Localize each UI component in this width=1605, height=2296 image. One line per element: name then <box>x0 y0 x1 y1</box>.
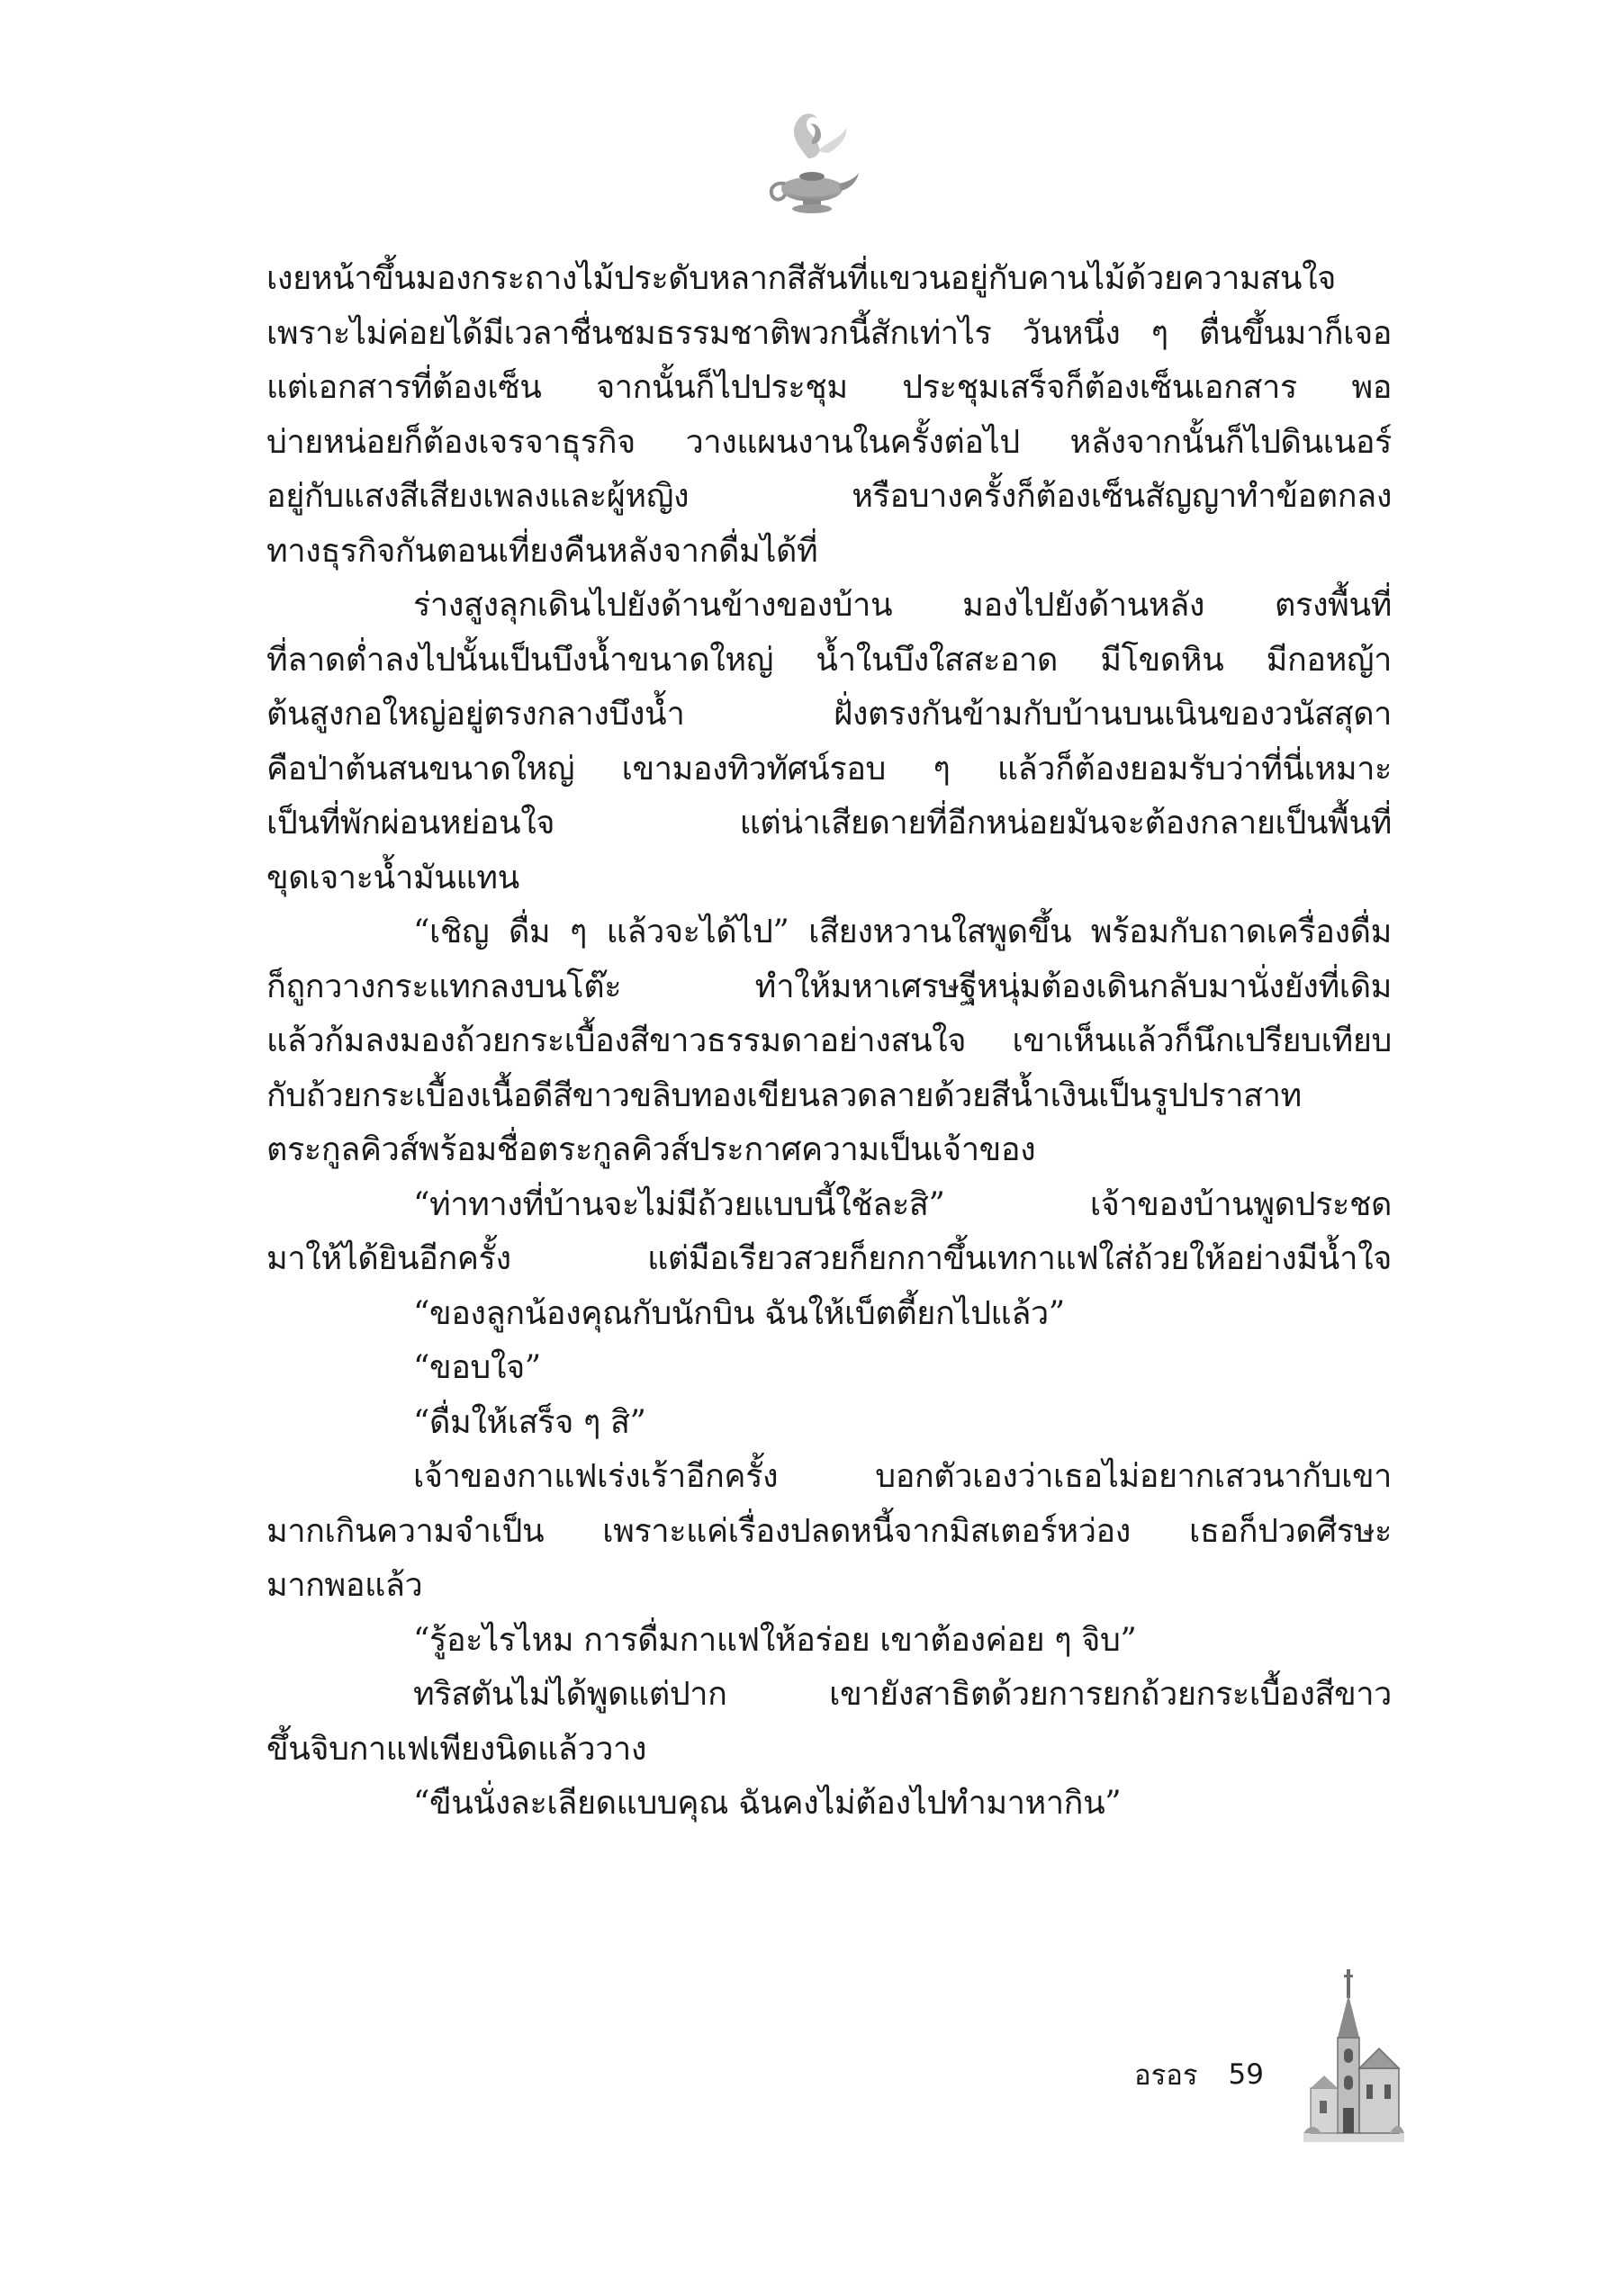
text-line: ทางธุรกิจกันตอนเที่ยงคืนหลังจากดื่มได้ที่ <box>266 532 818 570</box>
page-number: 59 <box>1228 2058 1264 2091</box>
text-line: ตระกูลคิวส์พร้อมชื่อตระกูลคิวส์ประกาศความเป็นเจ้าของ <box>266 1131 1036 1168</box>
text-line: ทริสตันไม่ได้พูดแต่ปาก เขายังสาธิตด้วยการยกถ้วยกระเบื้องสีขาว <box>413 1676 1392 1713</box>
book-title: อรอร <box>1134 2059 1198 2092</box>
text-line: “รู้อะไรไหม การดื่มกาแฟให้อร่อย เขาต้องค่อย ๆ จิบ” <box>413 1621 1137 1659</box>
text-line: กับถ้วยกระเบื้องเนื้อดีสีขาวขลิบทองเขียนลวดลายด้วยสีน้ำเงินเป็นรูปปราสาท <box>266 1076 1302 1114</box>
text-line: เงยหน้าขึ้นมองกระถางไม้ประดับหลากสีสันที่แขวนอยู่กับคานไม้ด้วยความสนใจ <box>266 260 1336 297</box>
church-icon <box>1303 1962 1404 2142</box>
body-text <box>266 252 1392 1832</box>
text-line: “เชิญ ดื่ม ๆ แล้วจะได้ไป” เสียงหวานใสพูดขึ้น พร้อมกับถาดเครื่องดื่ม <box>413 914 1392 950</box>
text-line: คือป่าต้นสนขนาดใหญ่ เขามองทิวทัศน์รอบ ๆ แล้วก็ต้องยอมรับว่าที่นี่เหมาะ <box>266 750 1392 788</box>
text-line: มากพอแล้ว <box>266 1567 423 1604</box>
text-line: อยู่กับแสงสีเสียงเพลงและผู้หญิง หรือบางครั้งก็ต้องเซ็นสัญญาทำข้อตกลง <box>266 478 1392 515</box>
text-line: ขึ้นจิบกาแฟเพียงนิดแล้ววาง <box>266 1730 647 1768</box>
text-line: แล้วก้มลงมองถ้วยกระเบื้องสีขาวธรรมดาอย่างสนใจ เขาเห็นแล้วก็นึกเปรียบเทียบ <box>266 1022 1392 1059</box>
text-line: “ขอบใจ” <box>413 1349 541 1386</box>
text-line: ที่ลาดต่ำลงไปนั้นเป็นบึงน้ำขนาดใหญ่ น้ำในบึงใสสะอาด มีโขดหิน มีกอหญ้า <box>266 641 1392 679</box>
text-line: เจ้าของกาแฟเร่งเร้าอีกครั้ง บอกตัวเองว่าเธอไม่อยากเสวนากับเขา <box>413 1458 1392 1495</box>
text-line: “ดื่มให้เสร็จ ๆ สิ” <box>413 1403 646 1441</box>
text-line: เป็นที่พักผ่อนหย่อนใจ แต่น่าเสียดายที่อีกหน่อยมันจะต้องกลายเป็นพื้นที่ <box>266 805 1392 842</box>
page-footer <box>1134 2048 1264 2102</box>
text-line: ร่างสูงลุกเดินไปยังด้านข้างของบ้าน มองไปยังด้านหลัง ตรงพื้นที่ <box>413 587 1392 624</box>
text-line: “ท่าทางที่บ้านจะไม่มีถ้วยแบบนี้ใช้ละสิ” เจ้าของบ้านพูดประชด <box>413 1185 1392 1223</box>
text-line: “ขืนนั่งละเลียดแบบคุณ ฉันคงไม่ต้องไปทำมาหากิน” <box>413 1785 1122 1822</box>
text-line: แต่เอกสารที่ต้องเซ็น จากนั้นก็ไปประชุม ประชุมเสร็จก็ต้องเซ็นเอกสาร พอ <box>266 369 1392 406</box>
text-line: บ่ายหน่อยก็ต้องเจรจาธุรกิจ วางแผนงานในครั้งต่อไป หลังจากนั้นก็ไปดินเนอร์ <box>266 423 1392 461</box>
text-line: เพราะไม่ค่อยได้มีเวลาชื่นชมธรรมชาติพวกนี้สักเท่าไร วันหนึ่ง ๆ ตื่นขึ้นมาก็เจอ <box>266 314 1392 352</box>
genie-lamp-icon <box>762 106 862 218</box>
text-line: “ของลูกน้องคุณกับนักบิน ฉันให้เบ็ตตี้ยกไปแล้ว” <box>413 1294 1065 1332</box>
text-line: ขุดเจาะน้ำมันแทน <box>266 859 519 896</box>
text-line: ก็ถูกวางกระแทกลงบนโต๊ะ ทำให้มหาเศรษฐีหนุ่มต้องเดินกลับมานั่งยังที่เดิม <box>266 968 1392 1005</box>
text-line: ต้นสูงกอใหญ่อยู่ตรงกลางบึงน้ำ ฝั่งตรงกันข้ามกับบ้านบนเนินของวนัสสุดา <box>266 696 1392 733</box>
text-line: มากเกินความจำเป็น เพราะแค่เรื่องปลดหนี้จากมิสเตอร์หว่อง เธอก็ปวดศีรษะ <box>266 1512 1392 1550</box>
text-line: มาให้ได้ยินอีกครั้ง แต่มือเรียวสวยก็ยกกาขึ้นเทกาแฟใส่ถ้วยให้อย่างมีน้ำใจ <box>266 1240 1392 1277</box>
